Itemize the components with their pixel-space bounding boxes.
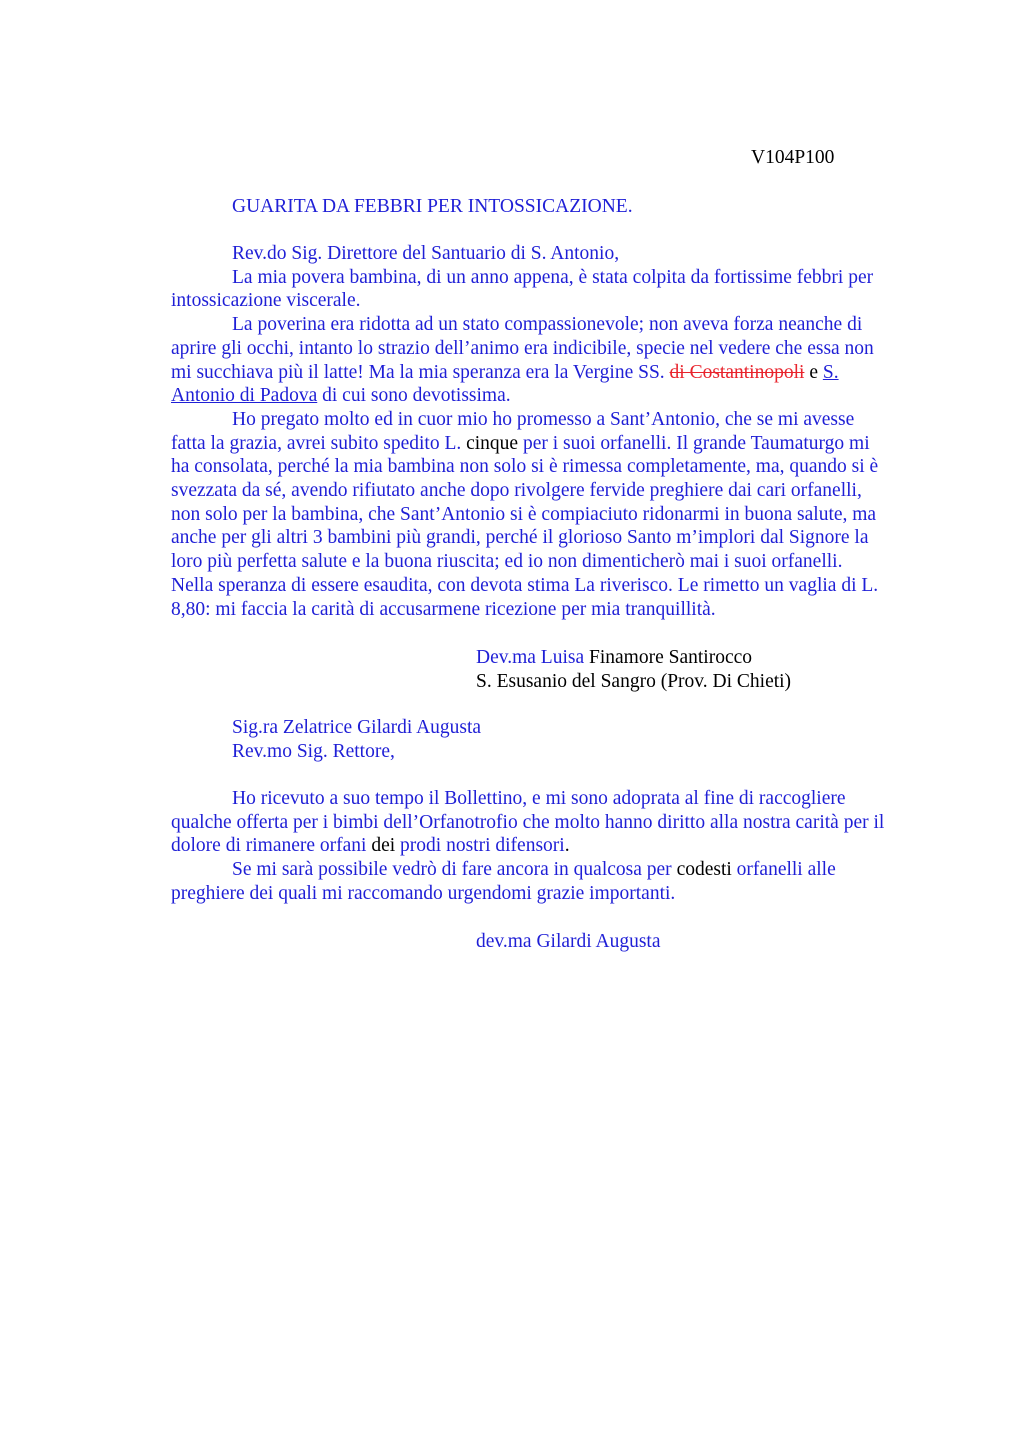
document-title-block	[171, 195, 931, 219]
letter-1-p3-line: ha consolata, perché la mia bambina non solo si è rimessa completamente, ma, quando si è	[171, 456, 879, 478]
text-run: .	[564, 835, 570, 857]
struck-text: di Costantinopoli	[669, 361, 805, 383]
letter-1-salutation: Rev.do Sig. Direttore del Santuario di S. Antonio,	[232, 243, 620, 264]
letter-1-p3-line: Ho pregato molto ed in cuor mio ho promesso a Sant’Antonio, che se mi avesse	[232, 408, 855, 430]
letter-1-p2-line: aprire gli occhi, intanto lo strazio dell’animo era indicibile, specie nel vedere che essa non	[171, 337, 874, 359]
signature-name	[476, 646, 791, 670]
letter-2-header-line: Sig.ra Zelatrice Gilardi Augusta	[232, 717, 482, 738]
letter-1-p3-line: anche per gli altri 3 bambini più grandi, perché il glorioso Santo m’implori dal Signore la	[171, 527, 869, 549]
letter-1-p1-line: intossicazione viscerale.	[171, 290, 361, 312]
letter-1-p2-line	[171, 384, 931, 408]
letter-2-header	[171, 716, 931, 763]
letter-2-body	[171, 787, 931, 906]
letter-2-header-line: Rev.mo Sig. Rettore,	[232, 740, 395, 762]
letter-1-p3-line: non solo per la bambina, che Sant’Antonio si è compiaciuto ridonarmi in buona salute, ma	[171, 503, 877, 525]
text-run: dei	[371, 835, 396, 857]
text-run: Dev.ma Luisa	[476, 647, 585, 668]
text-run: codesti	[676, 859, 732, 881]
letter-2-p1-line	[171, 834, 931, 858]
text-run: Se mi sarà possibile vedrò di fare ancora in qualcosa per	[232, 859, 672, 881]
text-run: di cui sono devotissima.	[322, 385, 511, 407]
letter-1-p3-line: 8,80: mi faccia la carità di accusarmene ricezione per mia tranquillità.	[171, 598, 716, 620]
text-run: Finamore Santirocco	[589, 647, 752, 668]
reference-code: V104P100	[751, 147, 835, 168]
text-run: dolore di rimanere orfani	[171, 835, 367, 857]
text-run: orfanelli alle	[736, 859, 836, 881]
document-title: GUARITA DA FEBBRI PER INTOSSICAZIONE.	[232, 196, 633, 217]
text-run: prodi nostri difensori	[400, 835, 565, 857]
text-run: mi succhiava più il latte! Ma la mia speranza era la Vergine SS.	[171, 361, 665, 383]
letter-1-p3-line: loro più perfetta salute e la buona riuscita; ed io non dimenticherò mai i suoi orfanelli.	[171, 551, 843, 573]
letter-2-signature: dev.ma Gilardi Augusta	[476, 931, 661, 952]
letter-1-p3-line: Nella speranza di essere esaudita, con devota stima La riverisco. Le rimetto un vaglia di L.	[171, 574, 879, 596]
letter-2-p1-line: Ho ricevuto a suo tempo il Bollettino, e mi sono adoprata al fine di raccogliere	[232, 788, 846, 809]
letter-2-p2-line: preghiere dei quali mi raccomando urgendomi grazie importanti.	[171, 882, 676, 904]
letter-1-p1-line: La mia povera bambina, di un anno appena, è stata colpita da fortissime febbri per	[232, 266, 874, 288]
text-run: cinque	[466, 432, 519, 454]
underlined-text: Antonio di Padova	[171, 385, 318, 407]
letter-1	[171, 242, 931, 621]
letter-1-p2-line: La poverina era ridotta ad un stato compassionevole; non aveva forza neanche di	[232, 314, 863, 336]
underlined-text: S.	[822, 361, 839, 383]
text-run: per i suoi orfanelli. Il grande Taumaturgo mi	[522, 432, 870, 454]
letter-2-p1-line: qualche offerta per i bimbi dell’Orfanotrofio che molto hanno diritto alla nostra carità per il	[171, 811, 885, 833]
signature-place: S. Esusanio del Sangro (Prov. Di Chieti)	[476, 670, 792, 692]
letter-2-p2-line	[171, 858, 931, 882]
text-run: fatta la grazia, avrei subito spedito L.	[171, 432, 462, 454]
letter-1-p2-line	[171, 361, 931, 385]
letter-1-p3-line: svezzata da sé, avendo rifiutato anche dopo rivolgere fervide preghiere dai cari orfanelli,	[171, 480, 862, 502]
letter-1-signature	[476, 646, 791, 693]
text-run: e	[809, 361, 818, 383]
letter-1-p3-line	[171, 432, 931, 456]
